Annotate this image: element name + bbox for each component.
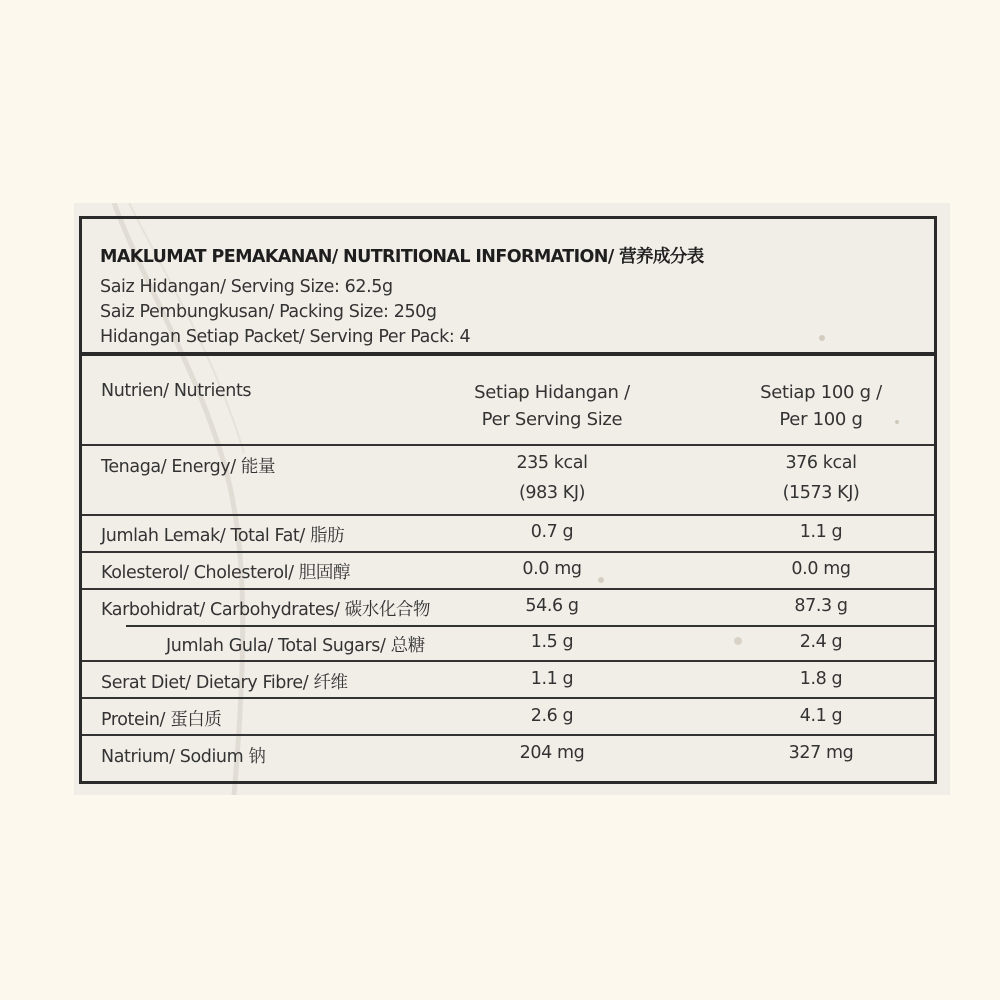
nutrient-name-energy: Tenaga/ Energy/ 能量 xyxy=(101,457,276,477)
nutrient-name-total-fat: Jumlah Lemak/ Total Fat/ 脂肪 xyxy=(101,526,345,546)
column-header-per-serving-line1: Setiap Hidangan / xyxy=(474,382,630,403)
carbohydrates-per-serving: 54.6 g xyxy=(525,596,579,616)
row-divider xyxy=(82,588,934,590)
energy-per-100g-kj: (1573 KJ) xyxy=(782,483,860,503)
carbohydrates-per-100g: 87.3 g xyxy=(794,596,848,616)
nutrient-name-carbohydrates: Karbohidrat/ Carbohydrates/ 碳水化合物 xyxy=(101,600,431,620)
row-divider xyxy=(82,697,934,699)
energy-per-100g: 376 kcal xyxy=(785,453,857,473)
nutrient-name-protein: Protein/ 蛋白质 xyxy=(101,710,222,730)
energy-per-serving-kj: (983 KJ) xyxy=(518,483,586,503)
row-divider xyxy=(82,734,934,736)
nutrition-title: MAKLUMAT PEMAKANAN/ NUTRITIONAL INFORMATION/ 营养成分表 xyxy=(100,247,704,267)
row-divider xyxy=(126,625,934,627)
serving-size-text: Saiz Hidangan/ Serving Size: 62.5g xyxy=(100,277,393,297)
row-divider xyxy=(82,551,934,553)
nutrition-label-card xyxy=(74,203,950,795)
nutrition-header xyxy=(82,219,934,356)
column-header-per-serving-line2: Per Serving Size xyxy=(481,409,623,430)
total-fat-per-serving: 0.7 g xyxy=(530,522,574,542)
sodium-per-serving: 204 mg xyxy=(519,743,585,763)
total-fat-per-100g: 1.1 g xyxy=(799,522,843,542)
total-sugars-per-100g: 2.4 g xyxy=(799,632,843,652)
protein-per-100g: 4.1 g xyxy=(799,706,843,726)
column-header-per-100g-line1: Setiap 100 g / xyxy=(760,382,882,403)
column-header-nutrient: Nutrien/ Nutrients xyxy=(101,381,252,401)
total-sugars-per-serving: 1.5 g xyxy=(530,632,574,652)
cholesterol-per-100g: 0.0 mg xyxy=(791,559,851,579)
column-header-per-100g xyxy=(711,379,931,433)
nutrition-table xyxy=(79,216,937,784)
nutrient-name-total-sugars: Jumlah Gula/ Total Sugars/ 总糖 xyxy=(166,636,425,656)
packing-size-text: Saiz Pembungkusan/ Packing Size: 250g xyxy=(100,302,437,322)
energy-per-serving: 235 kcal xyxy=(516,453,588,473)
column-header-per-100g-line2: Per 100 g xyxy=(779,409,863,430)
column-header-per-serving xyxy=(442,379,662,433)
protein-per-serving: 2.6 g xyxy=(530,706,574,726)
row-divider xyxy=(82,514,934,516)
nutrient-name-sodium: Natrium/ Sodium 钠 xyxy=(101,747,266,767)
row-divider xyxy=(82,444,934,446)
cholesterol-per-serving: 0.0 mg xyxy=(522,559,582,579)
nutrient-name-dietary-fibre: Serat Diet/ Dietary Fibre/ 纤维 xyxy=(101,673,348,693)
dietary-fibre-per-100g: 1.8 g xyxy=(799,669,843,689)
nutrient-name-cholesterol: Kolesterol/ Cholesterol/ 胆固醇 xyxy=(101,563,351,583)
row-divider xyxy=(82,660,934,662)
sodium-per-100g: 327 mg xyxy=(788,743,854,763)
dietary-fibre-per-serving: 1.1 g xyxy=(530,669,574,689)
servings-per-pack-text: Hidangan Setiap Packet/ Serving Per Pack: 4 xyxy=(100,327,471,347)
